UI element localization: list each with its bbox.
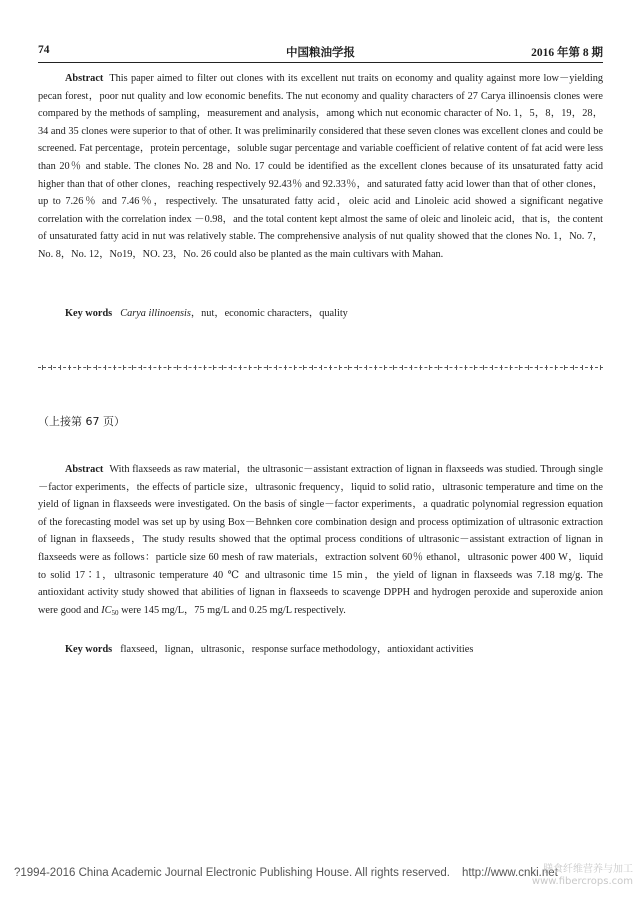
watermark xyxy=(532,864,633,888)
keywords-text: flaxseed，lignan，ultrasonic，response surface methodology，antioxidant activities xyxy=(120,644,474,655)
abstract-text: With flaxseeds as raw material，the ultrasonic－assistant extraction of lignan in flaxseeds was studied. Through single－factor experiments，the effects of particle size，ultrasonic frequency，liquid to solid ratio，ultrasonic temperature and time on the yield of lignan in flaxseeds were investigated. On the basis of single－factor experiments，a quadratic polynomial regression equation of the forecasting model was set up by using Box－Behnken core combination design and process optimization of ultrasonic extraction of lignan in flaxseeds，The study results showed that the optimal process conditions of ultrasonic－assistant extraction of lignan in flaxseeds were as follows：particle size 60 mesh of raw materials，extraction solvent 60％ ethanol，ultrasonic power 400 W，liquid to solid 17∶1，ultrasonic temperature 40 ℃ and ultrasonic time 15 min，the yield of lignan in flaxseeds was 7.18 mg/g. The antioxidant activity study showed that abilities of lignan in flaxseeds to scavenge DPPH and hydrogen peroxide and superoxide anion were good and xyxy=(38,464,603,616)
keywords-1 xyxy=(38,304,603,319)
ic-symbol: IC xyxy=(101,604,112,616)
copyright-text: ?1994-2016 China Academic Journal Electronic Publishing House. All rights reserved. xyxy=(14,867,450,879)
keywords-label: Key words xyxy=(65,644,113,655)
article-divider xyxy=(38,367,603,368)
watermark-title: 膳食纤维营养与加工 xyxy=(543,864,633,875)
abstract-label: Abstract xyxy=(65,73,104,84)
page-number: 74 xyxy=(38,44,50,56)
issue-label: 2016 年第 8 期 xyxy=(531,47,603,59)
running-header xyxy=(38,44,603,64)
abstract-label: Abstract xyxy=(65,464,104,475)
watermark-url: www.fibercrops.com xyxy=(531,876,633,887)
keywords-label: Key words xyxy=(65,308,113,319)
continued-from-note: （上接第 67 页） xyxy=(38,415,125,428)
footer-url[interactable]: http://www.cnki.net xyxy=(461,867,558,879)
copyright-footer xyxy=(14,867,558,879)
keywords-2 xyxy=(38,640,603,655)
abstract-text-end: were 145 mg/L，75 mg/L and 0.25 mg/L respectively. xyxy=(118,604,346,616)
journal-name: 中国粮油学报 xyxy=(286,47,355,59)
abstract-english-2 xyxy=(38,461,603,622)
keyword-species: Carya illinoensis xyxy=(120,308,191,319)
ic-subscript: 50 xyxy=(111,608,119,617)
keywords-text: ，nut，economic characters，quality xyxy=(190,308,348,319)
abstract-text: This paper aimed to filter out clones with its excellent nut traits on economy and quality against more low－yielding pecan forest，poor nut quality and low economic benefits. The nut economy and quality characters of 27 Carya illinoensis clones were compared by the methods of sampling，measurement and analysis，among which nut economic character of No. 1，5，8，19，28，34 and 35 clones were superior to that of other. It was preliminarily considered that these seven clones was excellent clones and could be screened. Fat percentage，protein percentage，soluble sugar percentage and variable coefficient of relative content of fat acid were less than 20％ and stable. The clones No. 28 and No. 17 could be identified as the excellent clones because of its unsaturated fatty acid higher than that of other clones，reaching respectively 92.43％ and 92.33％，and saturated fatty acid lower than that of other clones，up to 7.26％ and 7.46％，respectively. The unsaturated fatty acid，oleic acid and Linoleic acid showed a significant negative correlation with the correlation index －0.98，and the total content kept almost the same of oleic and linoleic acid，that is，the content of unsaturated fatty acid in nut was relatively stable. The comprehensive analysis of nut quality showed that the clones No. 1，No. 7，No. 8，No. 12，No19，NO. 23，No. 26 could also be planted as the main cultivars with Mahan. xyxy=(38,73,603,260)
abstract-english-1 xyxy=(38,70,603,264)
header-rule xyxy=(38,62,603,63)
